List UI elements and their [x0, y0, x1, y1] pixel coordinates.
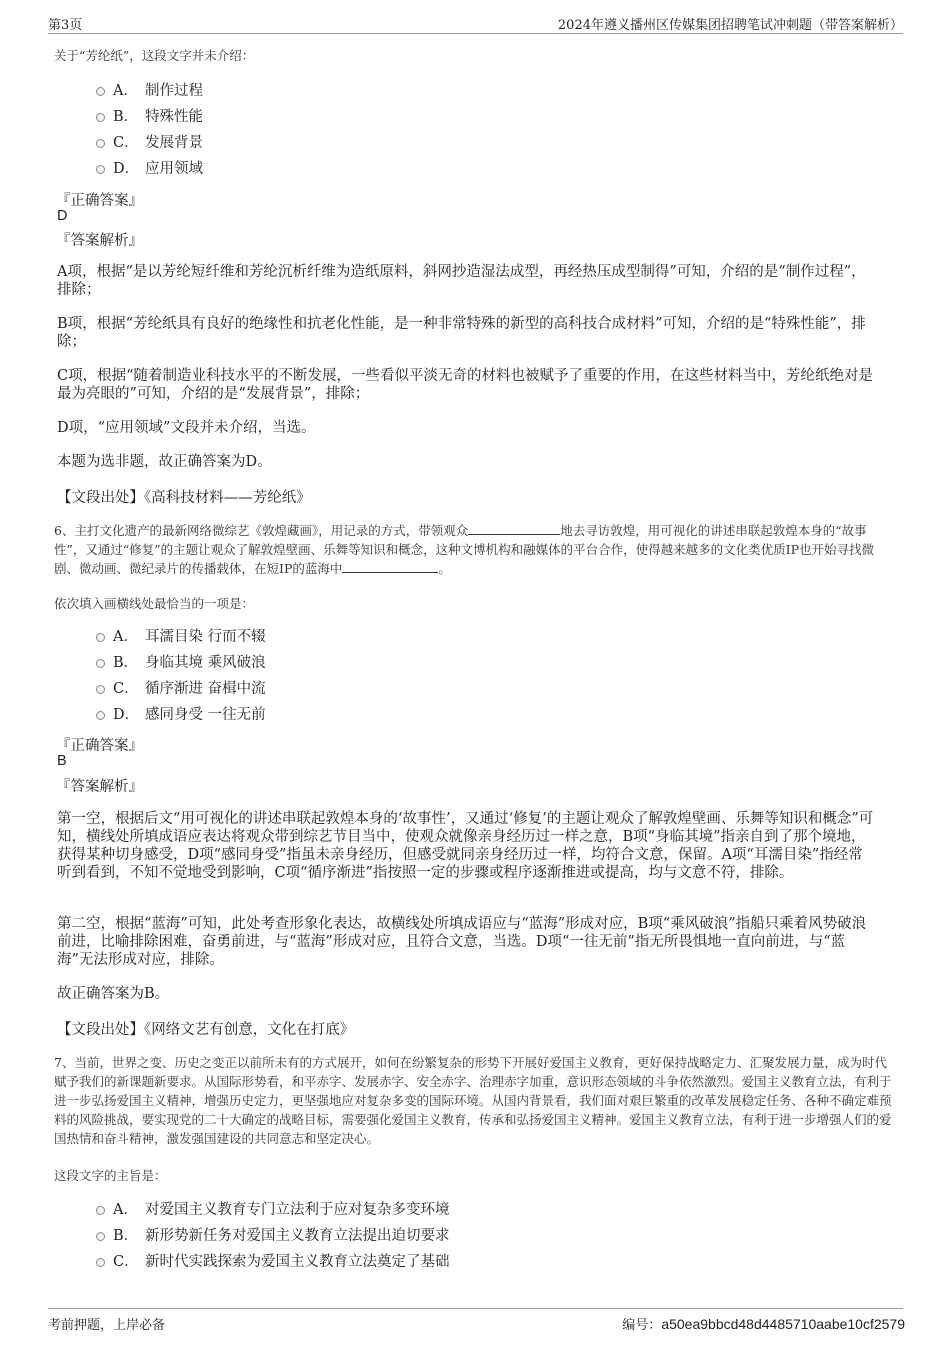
- option-letter: C．: [113, 135, 139, 151]
- option-letter: C．: [113, 681, 139, 697]
- q7-option-b[interactable]: [96, 1226, 450, 1246]
- header-divider: [48, 33, 903, 34]
- q7-stem: 7、当前，世界之变、历史之变正以前所未有的方式展开，如何在纷繁复杂的形势下开展好爱国主义教育，更好保持战略定力、汇聚发展力量，成为时代赋予我们的新课题新要求。从国际形势看，和平赤字、发展赤字、安全赤字、治理赤字加重，意识形态领域的斗争依然激烈。爱国主义教育立法，有利于进一步弘扬爱国主义精神，增强历史定力，更坚强地应对复杂多变的国际环境。从国内背景看，我们面对艰巨繁重的改革发展稳定任务、各种不确定难预料的风险挑战，要实现党的二十大确定的战略目标，需要强化爱国主义教育，传承和弘扬爱国主义精神。爱国主义教育立法，有利于进一步增强人们的爱国热情和奋斗精神，激发强国建设的共同意志和坚定决心。: [54, 1055, 892, 1146]
- q5-analysis-label: 『答案解析』: [56, 233, 143, 249]
- q5-answer: D: [57, 208, 68, 224]
- q6-analysis-blank1: 第一空，根据后文“用可视化的讲述串联起敦煌本身的‘故事性’，又通过‘修复’的主题让观众了解敦煌壁画、乐舞等知识和概念”可知，横线处所填成语应表达将观众带到综艺节目当中，使观众就像亲身经历过一样之意，B项“身临其境”指亲自到了那个境地，获得某种切身感受，D项“感同身受”指虽未亲身经历，但感受就同亲身经历过一样，均符合文意，保留。A项“耳濡目染”指经常听到看到，不知不觉地受到影响，C项“循序渐进”指按照一定的步骤或程序逐渐推进或提高，均与文意不符，排除。: [57, 811, 874, 881]
- option-text: 特殊性能: [145, 109, 203, 125]
- q6-source: 【文段出处】《网络文艺有创意，文化在打底》: [57, 1022, 355, 1038]
- radio-icon[interactable]: [96, 659, 105, 668]
- q5-option-a[interactable]: [96, 81, 203, 101]
- blank-line: [342, 560, 438, 573]
- option-text: 制作过程: [145, 83, 203, 99]
- footer-serial: [622, 1314, 905, 1333]
- q6-option-a[interactable]: [96, 627, 266, 647]
- option-letter: B．: [113, 655, 139, 671]
- option-letter: A．: [113, 83, 138, 99]
- radio-icon[interactable]: [96, 113, 105, 122]
- q6-analysis-label: 『答案解析』: [56, 779, 143, 795]
- q7-option-a[interactable]: [96, 1200, 450, 1220]
- footer-divider: [48, 1308, 903, 1309]
- q5-option-c[interactable]: [96, 133, 203, 153]
- option-letter: A．: [113, 1202, 138, 1218]
- option-letter: B．: [113, 109, 139, 125]
- radio-icon[interactable]: [96, 87, 105, 96]
- document-title: 2024年遵义播州区传媒集团招聘笔试冲刺题（带答案解析）: [557, 18, 903, 33]
- radio-icon[interactable]: [96, 685, 105, 694]
- option-letter: C．: [113, 1254, 139, 1270]
- q6-stem-part1: 6、主打文化遗产的最新网络微综艺《敦煌藏画》，用记录的方式，带领观众: [54, 523, 469, 538]
- q5-option-d[interactable]: [96, 159, 203, 179]
- radio-icon[interactable]: [96, 1232, 105, 1241]
- q5-analysis-a: A项，根据“是以芳纶短纤维和芳纶沉析纤维为造纸原料，斜网抄造湿法成型，再经热压成型制得”可知，介绍的是“制作过程”，排除；: [57, 264, 866, 298]
- option-text: 新形势新任务对爱国主义教育立法提出迫切要求: [145, 1228, 450, 1244]
- option-text: 对爱国主义教育专门立法利于应对复杂多变环境: [145, 1202, 450, 1218]
- option-letter: B．: [113, 1228, 139, 1244]
- radio-icon[interactable]: [96, 165, 105, 174]
- q6-answer: B: [57, 753, 67, 769]
- option-letter: D．: [113, 707, 140, 723]
- q5-analysis-c: C项，根据“随着制造业科技水平的不断发展，一些看似平淡无奇的材料也被赋予了重要的作用，在这些材料当中，芳纶纸绝对是最为亮眼的”可知，介绍的是“发展背景”，排除；: [57, 368, 874, 402]
- q6-conclusion: 故正确答案为B。: [57, 986, 170, 1002]
- q6-option-b[interactable]: [96, 653, 266, 673]
- q5-stem: 关于“芳纶纸”，这段文字并未介绍：: [54, 48, 255, 63]
- radio-icon[interactable]: [96, 633, 105, 642]
- q5-option-b[interactable]: [96, 107, 203, 127]
- option-letter: A．: [113, 629, 138, 645]
- q7-prompt: 这段文字的主旨是：: [54, 1168, 167, 1183]
- option-text: 应用领域: [145, 161, 203, 177]
- q6-stem-part2: 地去寻访敦煌，用可视化的讲述串联起敦煌本身的“故事性”，又通过“修复”的主题让观众了解敦煌壁画、乐舞等知识和概念，这种文博机构和融媒体的平台合作，使得越来越多的文化类优质IP也开始寻找微剧、微动画、微纪录片的传播载体，在短IP的蓝海中: [54, 523, 875, 576]
- q6-option-d[interactable]: [96, 705, 266, 725]
- page-number: 第3页: [48, 18, 83, 33]
- q7-option-c[interactable]: [96, 1252, 450, 1272]
- radio-icon[interactable]: [96, 711, 105, 720]
- serial-number: a50ea9bbcd48d4485710aabe10cf2579: [661, 1316, 905, 1332]
- blank-line: [468, 522, 560, 535]
- q6-option-c[interactable]: [96, 679, 266, 699]
- option-text: 耳濡目染 行而不辍: [145, 629, 266, 645]
- q6-stem: [54, 521, 896, 578]
- q5-analysis-d: D项，“应用领域”文段并未介绍，当选。: [57, 420, 316, 436]
- serial-label: 编号：: [622, 1318, 662, 1333]
- footer-slogan: 考前押题，上岸必备: [48, 1318, 166, 1333]
- q5-answer-label: 『正确答案』: [56, 193, 143, 209]
- q5-analysis-b: B项，根据“芳纶纸具有良好的绝缘性和抗老化性能，是一种非常特殊的新型的高科技合成材料”可知，介绍的是“特殊性能”，排除；: [57, 316, 866, 350]
- option-text: 感同身受 一往无前: [145, 707, 266, 723]
- option-text: 新时代实践探索为爱国主义教育立法奠定了基础: [145, 1254, 450, 1270]
- q6-stem-part3: 。: [438, 561, 451, 576]
- radio-icon[interactable]: [96, 139, 105, 148]
- option-text: 循序渐进 奋楫中流: [145, 681, 266, 697]
- q6-prompt: 依次填入画横线处最恰当的一项是：: [54, 596, 255, 611]
- radio-icon[interactable]: [96, 1206, 105, 1215]
- q6-analysis-blank2: 第二空，根据“蓝海”可知，此处考查形象化表达，故横线处所填成语应与“蓝海”形成对应，B项“乘风破浪”指船只乘着风势破浪前进，比喻排除困难，奋勇前进，与“蓝海”形成对应，且符合文意，当选。D项“一往无前”指无所畏惧地一直向前进，与“蓝海”无法形成对应，排除。: [57, 916, 867, 968]
- option-letter: D．: [113, 161, 140, 177]
- q5-conclusion: 本题为选非题，故正确答案为D。: [57, 454, 272, 470]
- q5-source: 【文段出处】《高科技材料——芳纶纸》: [57, 490, 311, 506]
- q6-answer-label: 『正确答案』: [56, 738, 143, 754]
- option-text: 身临其境 乘风破浪: [145, 655, 266, 671]
- option-text: 发展背景: [145, 135, 203, 151]
- radio-icon[interactable]: [96, 1258, 105, 1267]
